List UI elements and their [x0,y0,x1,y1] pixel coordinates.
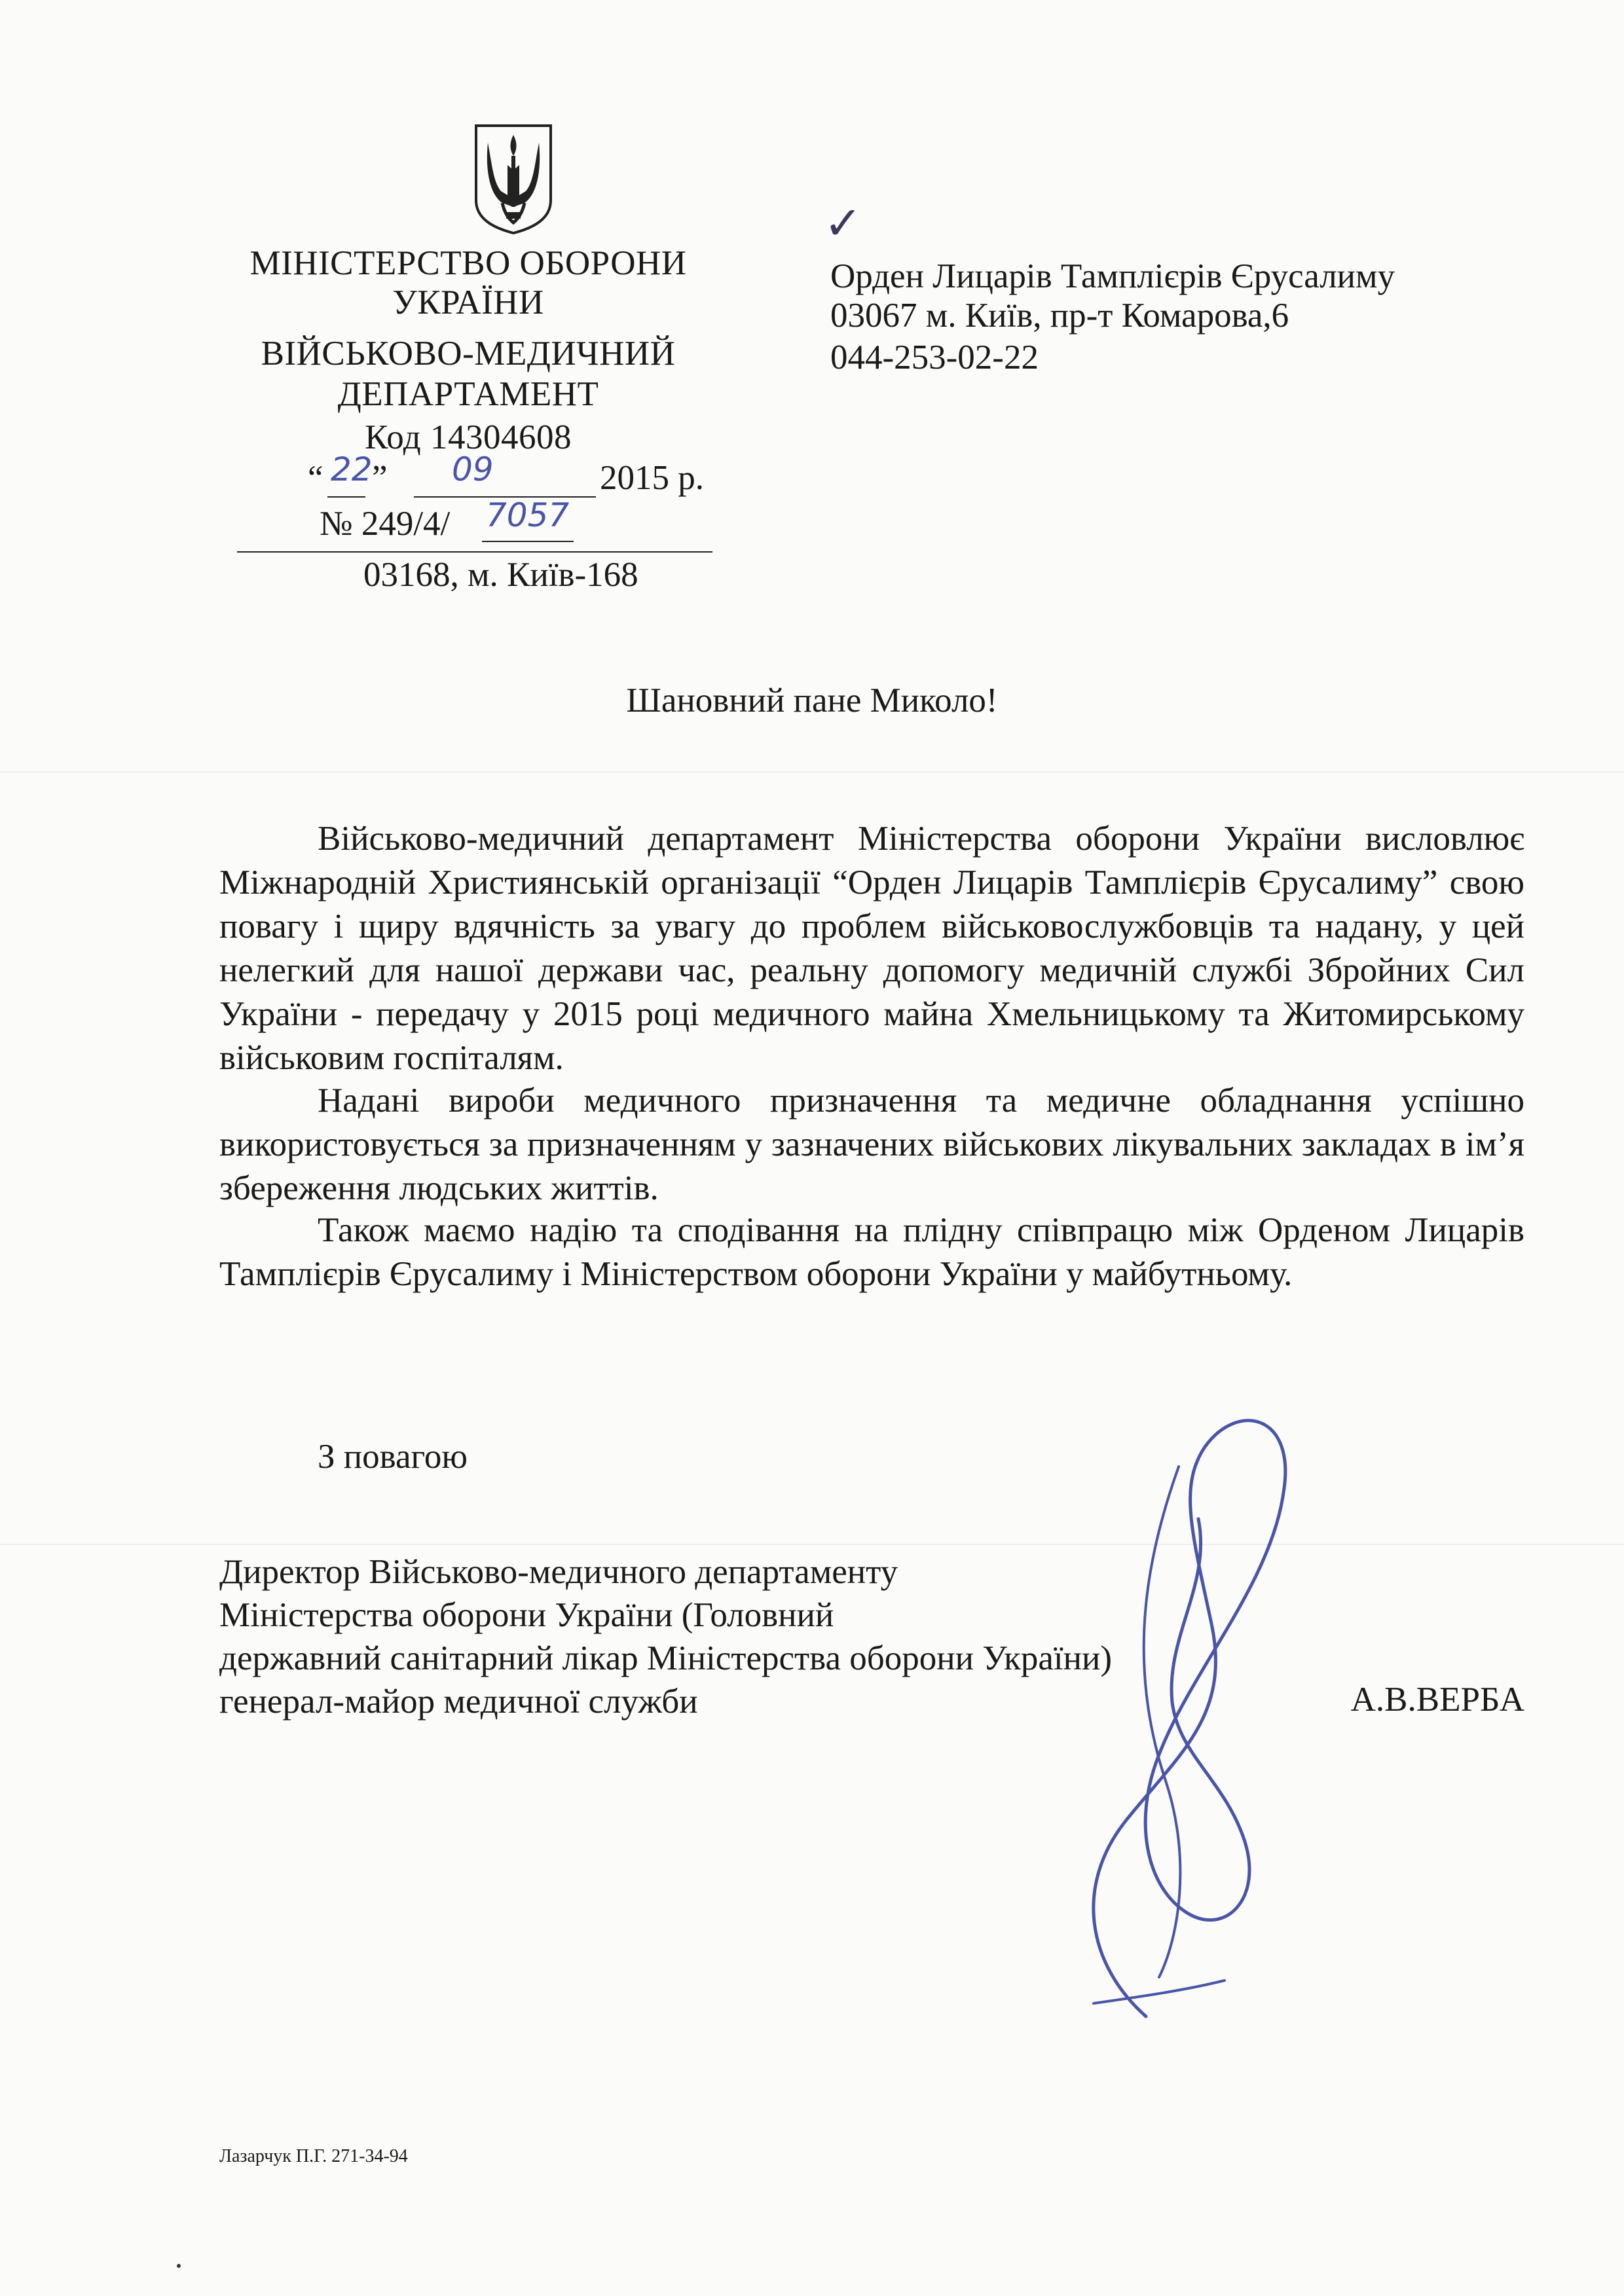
signer-name: А.В.ВЕРБА [1350,1681,1524,1719]
signature-title-line: генерал-майор медичної служби [219,1683,698,1721]
closing: З повагою [318,1438,468,1476]
number-underline [482,541,574,542]
fold-line [0,1544,1624,1545]
signature-title-line: Міністерства оборони України (Головний [219,1596,834,1634]
date-month-handwritten: 09 [452,450,494,488]
signature-title-line: державний санітарний лікар Міністерства оборони України) [219,1639,1112,1677]
salutation: Шановний пане Миколо! [626,682,998,720]
check-mark: ✓ [824,196,862,250]
stray-dot [177,2264,181,2268]
letterhead-line: ВІЙСЬКОВО-МЕДИЧНИЙ [261,335,676,373]
signature-title-line: Директор Військово-медичного департаменту [219,1553,898,1591]
recipient-line: Орден Лицарів Тамплієрів Єрусалиму [830,257,1395,295]
handwritten-signature [1048,1388,1323,2030]
recipient-line: 03067 м. Київ, пр-т Комарова,6 [830,297,1289,335]
date-close-quote: ” [372,459,388,497]
letterhead-line: УКРАЇНИ [392,283,544,321]
body-paragraph: Також маємо надію та сподівання на плідну співпрацю між Орденом Лицарів Тамплієрів Єрусалиму і Міністерством оборони України у майбутньому. [219,1211,1524,1293]
coat-of-arms-emblem [473,123,553,236]
address-rule [237,551,712,553]
document-number-handwritten: 7057 [486,496,570,534]
fold-line [0,771,1624,773]
footer-contact-note: Лазарчук П.Г. 271-34-94 [219,2146,408,2166]
date-day-handwritten: 22 [331,450,373,488]
document-number: № 249/4/ [320,505,451,543]
body-paragraph: Надані вироби медичного призначення та медичне обладнання успішно використовується за призначенням у зазначених військових лікувальних закладах в ім’я збереження людських життів. [219,1082,1524,1207]
date-open-quote: “ [308,459,323,497]
letterhead-line: МІНІСТЕРСТВО ОБОРОНИ [249,244,687,282]
signature-title [219,1550,1112,1723]
date-day-underline [327,496,365,498]
body-paragraph: Військово-медичний департамент Міністерства оборони України висловлює Міжнародній Християнській організації “Орден Лицарів Тамплієрів Єрусалиму” свою повагу і щиру вдячність за увагу до проблем військовослужбовців та надану, у цей нелегкий для нашої держави час, реальну допомогу медичній службі Збройних Сил України - передачу у 2015 році медичного майна Хмельницькому та Житомирському військовим госпіталям. [219,820,1524,1077]
letterhead-line: ДЕПАРТАМЕНТ [337,375,599,413]
date-year: 2015 р. [600,459,704,497]
letterhead-address: 03168, м. Київ-168 [363,556,638,594]
recipient-line: 044-253-02-22 [830,338,1039,376]
letterhead-code: Код 14304608 [365,418,572,456]
